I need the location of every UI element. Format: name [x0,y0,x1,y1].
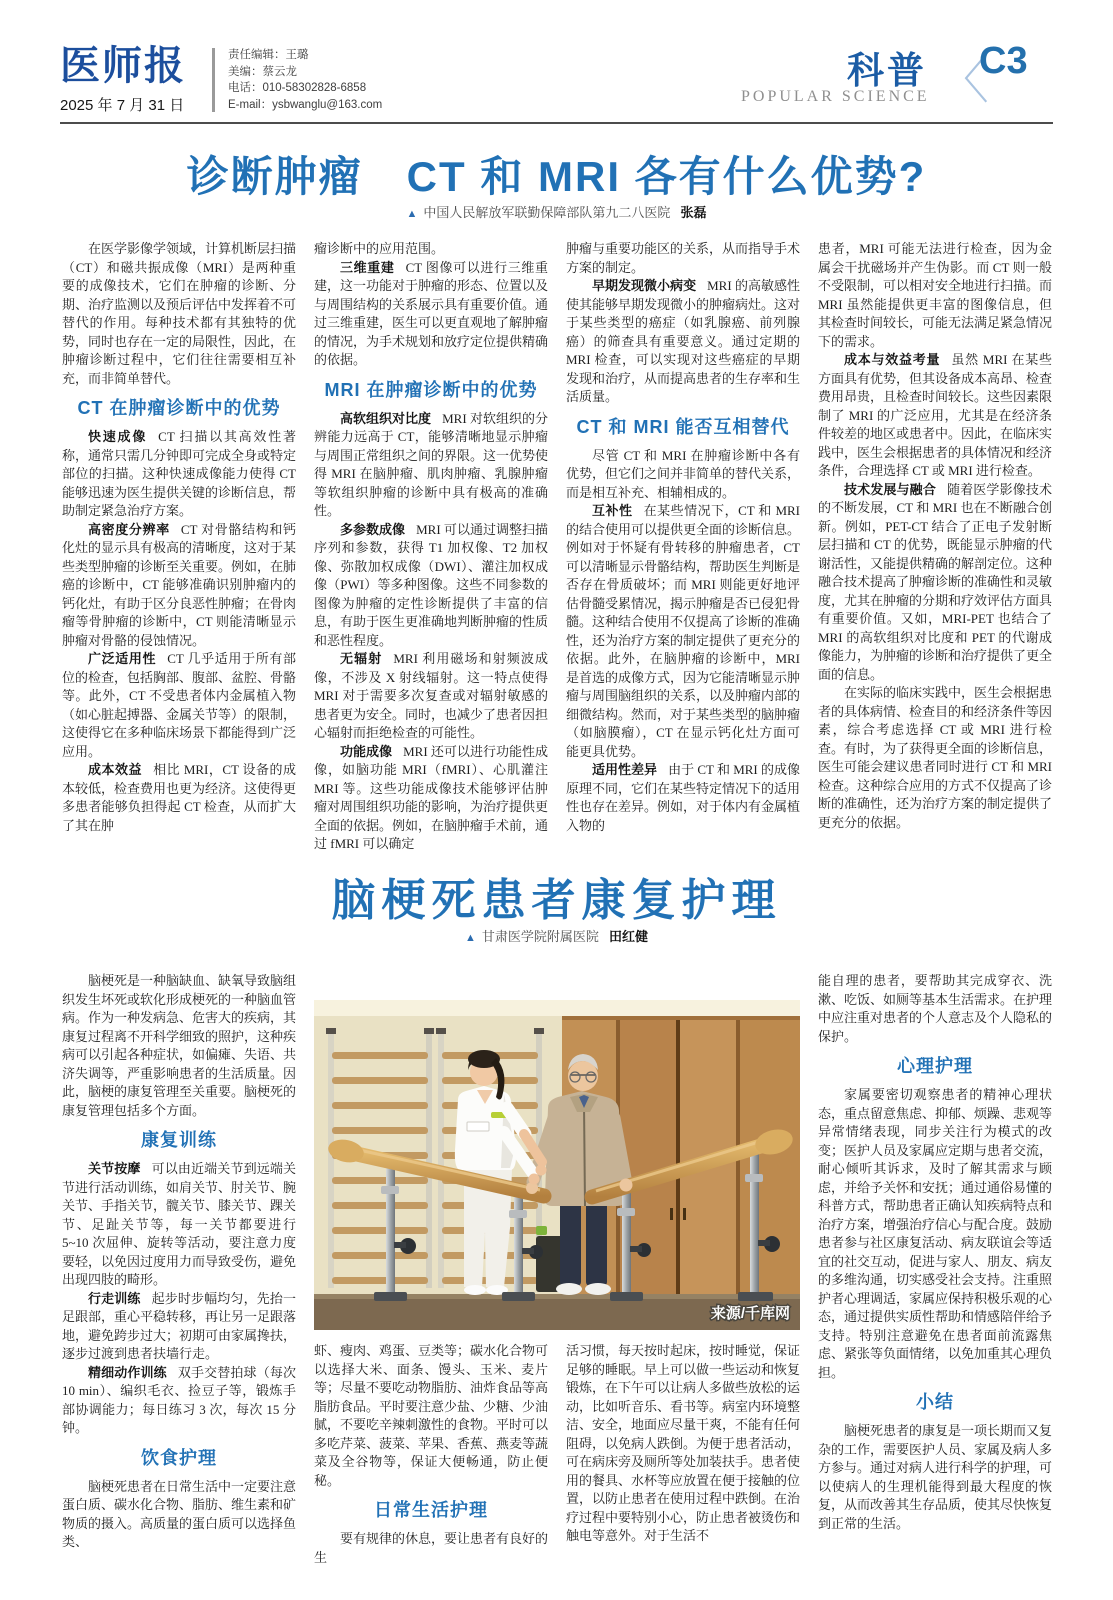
paragraph: 肿瘤与重要功能区的关系，从而指导手术方案的制定。 [566,241,800,275]
paragraph: 多参数成像 MRI 可以通过调整扫描序列和参数，获得 T1 加权像、T2 加权像、弥散加权成像（DWI）、灌注加权成像（PWI）等多种图像。这些不同参数的图像为肿瘤的定性诊断提供了丰富的信息，有助于医生更准确地判断肿瘤的性质和恶性程度。 [314,521,548,648]
paragraph: 在实际的临床实践中，医生会根据患者的具体病情、检查目的和经济条件等因素，综合考虑选择 CT 或 MRI 进行检查。有时，为了获得更全面的诊断信息，医生可能会建议患者同时进行 CT 和 MRI 检查。这种综合应用的方式不仅提高了诊断的准确性，还为治疗方案的制定提供了更充分的依据。 [818,685,1052,830]
paragraph: 精细动作训练 双手交替拍球（每次 10 min）、编织毛衣、捡豆子等，锻炼手部协调能力；每日练习 3 次，每次 15 分钟。 [62,1364,296,1435]
article2-column-mid-left [314,1342,548,1568]
editor-line: 责任编辑：王璐 [228,49,309,61]
masthead [60,40,1053,120]
column-heading: 日常生活护理 [374,1500,488,1520]
paragraph-lead: 技术发展与融合 [844,481,936,497]
paragraph-lead: 广泛适用性 [88,651,157,666]
section-name-english: POPULAR SCIENCE [741,88,930,105]
column-heading: CT 和 MRI 能否互相替代 [576,416,790,437]
paragraph: 瘤诊断中的应用范围。 [314,241,445,256]
paragraph: 行走训练 起步时步幅均匀，先抬一足跟部，重心平稳转移，再让另一足跟落地，避免跨步过大；初期可由家属搀扶，逐步过渡到患者扶墙行走。 [62,1290,296,1361]
paragraph-lead: 快速成像 [88,429,148,444]
editor-line: E-mail：ysbwanglu@163.com [228,98,383,111]
section-banner [741,40,1053,120]
byline-organization: 甘肃医学院附属医院 [481,929,599,944]
paragraph: 适用性差异 由于 CT 和 MRI 的成像原理不同，它们在某些特定情况下的适用性也存在差异。例如，对于体内有金属植入物的 [566,762,800,833]
column-heading: MRI 在肿瘤诊断中的优势 [324,379,538,400]
paragraph-lead: 无辐射 [340,651,383,666]
photo-credit: 来源/千库网 [710,1305,790,1322]
article1-columns [62,240,1052,858]
paragraph: 广泛适用性 CT 几乎适用于所有部位的检查，包括胸部、腹部、盆腔、骨骼等。此外，CT 不受患者体内金属植入物（如心脏起搏器、金属关节等）的限制，这使得它在多种临床场景下都能得到广泛应用。 [62,651,296,759]
paragraph: 关节按摩 可以由近端关节到远端关节进行活动训练，如肩关节、肘关节、腕关节、手指关节，髋关节、膝关节、踝关节、足趾关节等，每一关节都要进行 5~10 次屈伸、旋转等活动，要注意力度要轻，以免因过度用力而导致受伤，避免出现四肢的畸形。 [62,1161,296,1287]
article1-title: 诊断肿瘤 CT 和 MRI 各有什么优势? [186,153,927,200]
paragraph: 能自理的患者，要帮助其完成穿衣、洗漱、吃饭、如厕等基本生活需求。在护理中应注重对患者的个人意志及个人隐私的保护。 [818,973,1052,1044]
paragraph: 患者，MRI 可能无法进行检查，因为金属会干扰磁场并产生伪影。而 CT 则一般不受限制，可以相对安全地进行扫描。而 MRI 虽然能提供更丰富的图像信息，但其检查时间较长，可能无法满足紧急情况下的需求。 [818,241,1052,349]
article2-title: 脑梗死患者康复护理 [331,876,782,925]
byline-author: 张磊 [680,205,707,220]
chevron-left-icon: 〈 [937,52,990,110]
column-heading: 饮食护理 [141,1447,217,1468]
paragraph-lead: 互补性 [592,503,633,518]
editor-info [228,47,382,113]
article1-column-3 [566,240,800,858]
masthead-divider [212,48,215,112]
paragraph: 成本与效益考量 虽然 MRI 在某些方面具有优势，但其设备成本高昂、检查费用昂贵，且检查时间较长。这些因素限制了 MRI 的广泛应用，尤其是在经济条件较差的地区或患者中。因此，在临床实践中，医生会根据患者的具体情况和经济条件，合理选择 CT 或 MRI 进行检查。 [818,352,1052,478]
paragraph: 虾、瘦肉、鸡蛋、豆类等；碳水化合物可以选择大米、面条、馒头、玉米、麦片等；尽量不要吃动物脂肪、油炸食品等高脂肪食品。平时要注意少盐、少糖、少油腻，不要吃辛辣刺激性的食物。平时可以多吃芹菜、菠菜、苹果、香蕉、燕麦等蔬菜及全谷物等，保证大便畅通，防止便秘。 [314,1343,548,1488]
issue-date: 2025 年 7 月 31 日 [60,97,185,114]
paragraph: 功能成像 MRI 还可以进行功能性成像，如脑功能 MRI（fMRI）、心肌灌注 MRI 等。这些功能成像技术能够评估肿瘤对周围组织功能的影响，为治疗提供更全面的依据。例如，在脑肿瘤手术前，通过 fMRI 可以确定 [314,743,548,851]
article2-column-mid-right [566,1342,800,1568]
editor-line: 美编：蔡云龙 [228,65,297,78]
paragraph-lead: 高软组织对比度 [340,410,432,426]
paragraph: 脑梗死是一种脑缺血、缺氧导致脑组织发生坏死或软化形成梗死的一种脑血管病。作为一种发病急、危害大的疾病，其康复过程离不开科学细致的照护，这种疾病可以引起各种症状，如偏瘫、失语、共济失调等，严重影响患者的生活质量。因此，脑梗的康复管理至关重要。脑梗死的康复管理包括多个方面。 [62,973,296,1118]
article2-middle-block [314,966,800,1568]
byline-organization: 中国人民解放军联勤保障部队第九二八医院 [423,205,671,220]
article2-column-right [818,972,1052,1566]
column-heading: 心理护理 [897,1056,973,1076]
article1-byline [0,202,1113,221]
paragraph: 快速成像 CT 扫描以其高效性著称，通常只需几分钟即可完成全身或特定部位的扫描。这种快速成像能力使得 CT 能够迅速为医生提供关键的诊断信息，帮助制定紧急治疗方案。 [62,429,296,518]
paragraph: 成本效益 相比 MRI，CT 设备的成本较低，检查费用也更为经济。这使得更多患者能够负担得起 CT 检查，从而扩大了其在肿 [62,762,296,833]
article2-byline [0,926,1113,945]
photo-green-item [536,1226,547,1235]
paragraph: 要有规律的休息，要让患者有良好的生 [314,1531,548,1565]
paragraph: 在医学影像学领域，计算机断层扫描（CT）和磁共振成像（MRI）是两种重要的成像技术，它们在肿瘤的诊断、分期、治疗监测以及预后评估中发挥着不可替代的作用。每种技术都有其独特的优势，同时也存在一定的局限性，因此，在肿瘤诊断过程中，它们往往需要相互补充，而非简单替代。 [62,241,296,386]
column-heading: CT 在肿瘤诊断中的优势 [77,398,281,418]
byline-author: 田红健 [608,929,648,944]
photo-bin [536,1236,563,1292]
page-number: C3 [979,40,1028,82]
paragraph-lead: 功能成像 [340,743,393,759]
paragraph: 早期发现微小病变 MRI 的高敏感性使其能够早期发现微小的肿瘤病灶。这对于某些类型的癌症（如乳腺癌、前列腺癌）的筛查具有重要意义。通过定期的 MRI 检查，可以实现对这些癌症的早期发现和治疗，从而提高患者的生存率和生活质量。 [566,278,800,404]
column-heading: 小结 [916,1392,954,1412]
newspaper-logo: 医师报 [60,42,186,89]
section-name-chinese: 科普 [847,50,927,91]
paragraph-lead: 成本与效益考量 [844,352,941,367]
paragraph-lead: 行走训练 [88,1290,141,1306]
paragraph: 尽管 CT 和 MRI 在肿瘤诊断中各有优势，但它们之间并非简单的替代关系，而是相互补充、相辅相成的。 [566,447,800,500]
paragraph: 高密度分辨率 CT 对骨骼结构和钙化灶的显示具有极高的清晰度，这对于某些类型肿瘤的诊断至关重要。例如，在肺癌的诊断中，CT 能够准确识别肿瘤内的钙化灶，有助于区分良恶性肿瘤；在骨肉瘤等骨肿瘤的诊断中，CT 则能清晰显示肿瘤对骨骼的侵蚀情况。 [62,521,296,648]
paragraph: 活习惯，每天按时起床，按时睡觉，保证足够的睡眠。早上可以做一些运动和恢复锻炼，在下午可以让病人多做些放松的运动，比如听音乐、看书等。病室内环境整洁、安全，地面应尽量干爽，不能有任何阻碍，以免病人跌倒。为便于患者活动，可在病床旁及厕所等处加装扶手。患者使用的餐具、水杯等应放置在便于接触的位置，以防止患者在使用过程中跌倒。在治疗过程中要特别小心，防止患者被烫伤和触电等意外。对于生活不 [566,1343,800,1543]
column-heading: 康复训练 [141,1130,217,1150]
article2-column-left [62,972,296,1566]
paragraph: 家属要密切观察患者的精神心理状态，重点留意焦虑、抑郁、烦躁、悲观等异常情绪表现，同步关注行为模式的改变；医护人员及家属应定期与患者交流，耐心倾听其诉求，及时了解其需求与顾虑，并给予关怀和安抚；通过通俗易懂的科普方式，帮助患者正确认知疾病特点和治疗方案，增强治疗信心与配合度。鼓励患者参与社区康复活动、病友联谊会等适宜的社交互动，促进与家人、朋友、病友的多维沟通，切实感受社会支持。注重照护者心理调适，家属应保持积极乐观的心态，通过提供实质性帮助和情感陪伴给予支持。特别注意避免在患者面前流露焦虑、紧张等负面情绪，以免加重其心理负担。 [818,1087,1052,1380]
editor-line: 电话：010-58302828-6858 [228,82,367,94]
paragraph: 技术发展与融合 随着医学影像技术的不断发展，CT 和 MRI 也在不断融合创新。例如，PET-CT 结合了正电子发射断层扫描和 CT 的优势，既能显示肿瘤的代谢活性，又能提供精确的解剖定位。这种融合技术提高了肿瘤诊断的准确性和灵敏度，尤其在肿瘤的分期和疗效评估方面具有重要价值。又如，MRI-PET 也结合了 MRI 的高软组织对比度和 PET 的代谢成像能力，为肿瘤的诊断和治疗提供了更全面的信息。 [818,481,1052,682]
byline-triangle-icon: ▲ [465,932,476,944]
paragraph-lead: 关节按摩 [88,1161,141,1176]
article1-column-4 [818,240,1052,858]
photo-rehab-training [314,1000,800,1330]
paragraph: 高软组织对比度 MRI 对软组织的分辨能力远高于 CT，能够清晰地显示肿瘤与周围正常组织之间的界限。这一优势使得 MRI 在脑肿瘤、肌肉肿瘤、乳腺肿瘤等软组织肿瘤的诊断中具有极高的准确性。 [314,410,548,518]
article2-midcolumns [314,1342,800,1568]
paragraph-lead: 高密度分辨率 [88,521,170,537]
article1-column-1 [62,240,296,858]
paragraph: 脑梗死患者在日常生活中一定要注意蛋白质、碳水化合物、脂肪、维生素和矿物质的摄入。高质量的蛋白质可以选择鱼类、 [62,1478,296,1549]
paragraph: 三维重建 CT 图像可以进行三维重建，这一功能对于肿瘤的形态、位置以及与周围结构的关系展示具有重要价值。通过三维重建，医生可以更直观地了解肿瘤的情况，为手术规划和放疗定位提供精确的依据。 [314,259,548,367]
article2-body [62,966,1052,1568]
paragraph-lead: 三维重建 [340,259,395,275]
paragraph: 互补性 在某些情况下，CT 和 MRI 的结合使用可以提供更全面的诊断信息。例如对于怀疑有骨转移的肿瘤患者，CT 可以清晰显示骨骼结构，帮助医生判断是否存在骨质破坏；而 MRI 则能更好地评估骨髓受累情况，揭示肿瘤是否已侵犯骨髓。这种结合使用不仅提高了诊断的准确性，还为治疗方案的制定提供了更充分的依据。此外，在脑肿瘤的诊断中，MRI 是首选的成像方式，因为它能清晰显示肿瘤与周围脑组织的关系，以及肿瘤内部的细微结构。然而，对于某些类型的脑肿瘤（如脑膜瘤），CT 在显示钙化灶方面可能更具优势。 [566,503,800,759]
article1-column-2 [314,240,548,858]
paragraph-lead: 多参数成像 [340,521,406,537]
masthead-rule [60,122,1053,124]
paragraph-lead: 早期发现微小病变 [592,278,697,293]
paragraph-lead: 成本效益 [88,762,143,777]
byline-triangle-icon: ▲ [406,208,418,220]
paragraph: 脑梗死患者的康复是一项长期而又复杂的工作，需要医护人员、家属及病人多方参与。通过对病人进行科学的护理，可以使病人的生理机能得到最大程度的恢复，从而改善其生存品质，使其尽快恢复到正常的生活。 [818,1423,1052,1531]
paragraph-lead: 适用性差异 [592,762,658,777]
paragraph: 无辐射 MRI 利用磁场和射频波成像，不涉及 X 射线辐射。这一特点使得 MRI 对于需要多次复查或对辐射敏感的患者更为安全。同时，也减少了患者因担心辐射而拒绝检查的可能性。 [314,651,548,740]
paragraph-lead: 精细动作训练 [88,1364,167,1380]
